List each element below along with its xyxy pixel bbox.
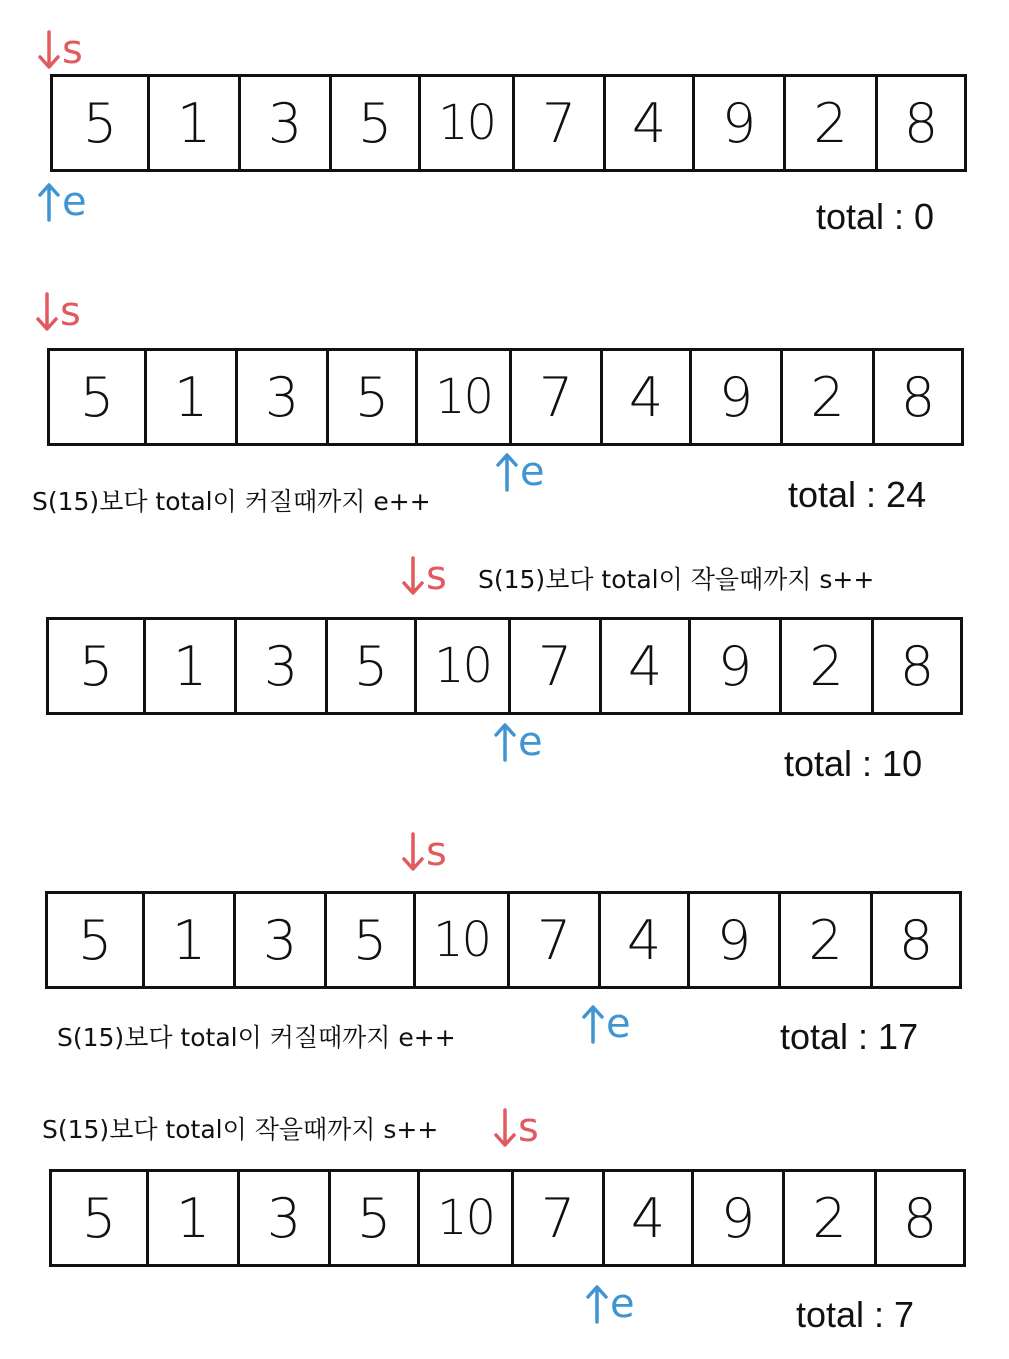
array-cell: 5 (326, 351, 415, 443)
e-pointer-step-4 (582, 1001, 631, 1047)
arrow-up-icon (494, 722, 516, 762)
array-cell: 9 (688, 620, 779, 712)
e-label: e (520, 449, 545, 495)
s-pointer-step-2 (36, 289, 81, 335)
arrow-down-icon (402, 832, 424, 872)
array-row-step-3 (46, 617, 963, 715)
arrow-up-icon (586, 1284, 608, 1324)
array-cell: 7 (507, 894, 598, 986)
e-pointer-step-3 (494, 719, 543, 765)
array-cell: 5 (77, 908, 113, 972)
array-cell: 7 (511, 1172, 602, 1264)
array-cell: 1 (143, 620, 234, 712)
array-cell: 5 (324, 894, 413, 986)
array-cell: 4 (599, 620, 688, 712)
array-cell: 4 (598, 894, 687, 986)
instruction-note-step-4: S(15)보다 total이 커질때까지 e++ (57, 1023, 456, 1052)
array-cell: 9 (687, 894, 778, 986)
total-value-step-4: total : 17 (780, 1016, 919, 1057)
arrow-up-icon (582, 1004, 604, 1044)
s-label: s (62, 27, 83, 73)
array-row-step-4 (45, 891, 962, 989)
array-cell: 5 (79, 365, 115, 429)
array-cell: 5 (78, 634, 114, 698)
s-label: s (518, 1105, 539, 1151)
arrow-down-icon (38, 30, 60, 70)
array-row-step-1 (50, 74, 967, 172)
array-cell: 5 (329, 77, 418, 169)
s-label: s (426, 829, 447, 875)
e-label: e (62, 179, 87, 225)
arrow-up-icon (38, 182, 60, 222)
array-cell: 9 (691, 1172, 782, 1264)
array-cell: 1 (144, 351, 235, 443)
arrow-down-icon (494, 1108, 516, 1148)
s-pointer-step-4 (402, 829, 447, 875)
array-cell: 5 (325, 620, 414, 712)
e-pointer-step-2 (496, 449, 545, 495)
array-row-step-2 (47, 348, 964, 446)
array-cell: 5 (81, 1186, 117, 1250)
e-pointer-step-5 (586, 1281, 635, 1327)
array-cell: 1 (142, 894, 233, 986)
array-cell: 8 (870, 894, 959, 986)
array-cell: 10 (417, 1172, 511, 1264)
array-cell: 2 (782, 1172, 874, 1264)
array-cell: 2 (780, 351, 872, 443)
total-value-step-3: total : 10 (784, 743, 923, 784)
array-row-step-5 (49, 1169, 966, 1267)
array-cell: 4 (602, 1172, 691, 1264)
array-cell: 4 (603, 77, 692, 169)
array-cell: 9 (689, 351, 780, 443)
array-cell: 3 (237, 1172, 328, 1264)
array-cell: 8 (872, 351, 961, 443)
array-cell: 2 (783, 77, 875, 169)
array-cell: 8 (874, 1172, 963, 1264)
e-label: e (610, 1281, 635, 1327)
e-label: e (518, 719, 543, 765)
instruction-note-step-5: S(15)보다 total이 작을때까지 s++ (42, 1115, 439, 1144)
array-cell: 1 (147, 77, 238, 169)
arrow-down-icon (36, 292, 58, 332)
s-label: s (60, 289, 81, 335)
s-pointer-step-3 (402, 553, 447, 599)
total-value-step-5: total : 7 (796, 1294, 915, 1335)
array-cell: 10 (413, 894, 507, 986)
array-cell: 4 (600, 351, 689, 443)
array-cell: 10 (414, 620, 508, 712)
array-cell: 3 (234, 620, 325, 712)
instruction-note-step-2: S(15)보다 total이 커질때까지 e++ (32, 487, 431, 516)
array-cell: 7 (508, 620, 599, 712)
array-cell: 10 (418, 77, 512, 169)
array-cell: 8 (871, 620, 960, 712)
total-value-step-1: total : 0 (816, 196, 935, 237)
s-label: s (426, 553, 447, 599)
arrow-up-icon (496, 452, 518, 492)
array-cell: 2 (779, 620, 871, 712)
array-cell: 8 (875, 77, 964, 169)
e-label: e (606, 1001, 631, 1047)
e-pointer-step-1 (38, 179, 87, 225)
arrow-down-icon (402, 556, 424, 596)
s-pointer-step-1 (38, 27, 83, 73)
array-cell: 7 (509, 351, 600, 443)
instruction-note-step-3: S(15)보다 total이 작을때까지 s++ (478, 565, 875, 594)
s-pointer-step-5 (494, 1105, 539, 1151)
array-cell: 3 (238, 77, 329, 169)
array-cell: 5 (328, 1172, 417, 1264)
array-cell: 3 (233, 894, 324, 986)
array-cell: 10 (415, 351, 509, 443)
array-cell: 9 (692, 77, 783, 169)
array-cell: 1 (146, 1172, 237, 1264)
array-cell: 3 (235, 351, 326, 443)
total-value-step-2: total : 24 (788, 474, 927, 515)
array-cell: 7 (512, 77, 603, 169)
array-cell: 5 (82, 91, 118, 155)
array-cell: 2 (778, 894, 870, 986)
